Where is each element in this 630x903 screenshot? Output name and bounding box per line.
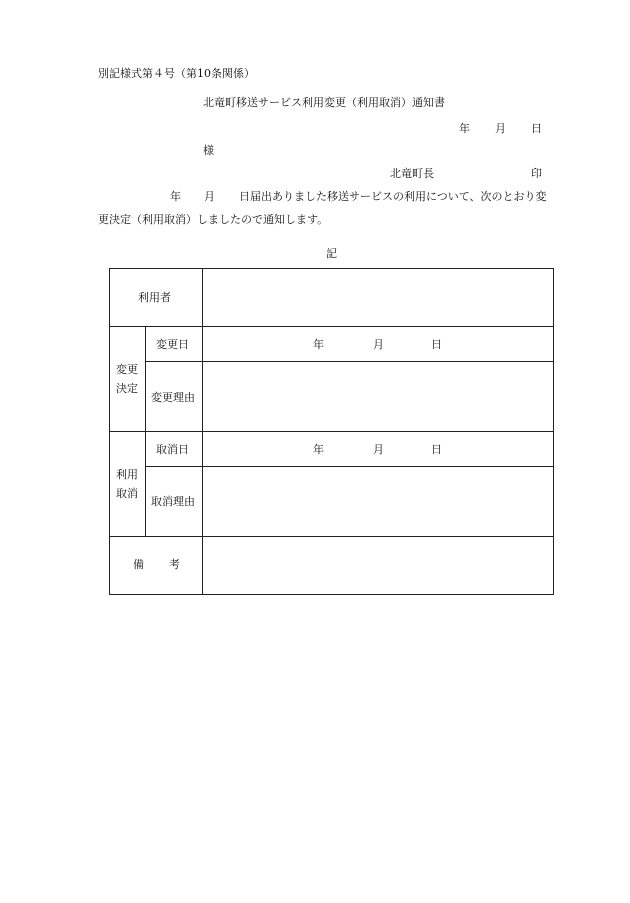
- issue-date-day: 日: [531, 122, 542, 135]
- remarks-label-part1: 備: [133, 558, 144, 571]
- addressee-suffix: 様: [203, 144, 214, 157]
- ki-mark: 記: [326, 247, 337, 260]
- cancel-reason-value-cell[interactable]: [203, 467, 553, 536]
- body-month: 月: [204, 190, 215, 203]
- change-date-year: 年: [313, 338, 324, 351]
- remarks-label-part2: 考: [169, 558, 180, 571]
- document-title: 北竜町移送サービス利用変更（利用取消）通知書: [203, 96, 445, 109]
- body-line1-text: 日届出ありました移送サービスの利用について、次のとおり変: [239, 190, 547, 203]
- seal-mark: 印: [531, 167, 542, 180]
- table-border-bottom: [109, 594, 554, 595]
- change-decision-label: [112, 360, 142, 398]
- body-year: 年: [170, 190, 181, 203]
- user-label: 利用者: [138, 291, 171, 304]
- change-date-label: 変更日: [156, 338, 189, 351]
- change-reason-value-cell[interactable]: [203, 362, 553, 431]
- change-date-day: 日: [431, 338, 442, 351]
- cancel-date-day: 日: [431, 443, 442, 456]
- change-decision-label-line1: 変更: [116, 363, 138, 376]
- change-reason-label: 変更理由: [151, 391, 195, 404]
- table-row-line: [109, 326, 554, 327]
- user-value-cell[interactable]: [203, 269, 553, 326]
- table-row-line: [109, 431, 554, 432]
- cancel-group-label-line2: 取消: [116, 487, 138, 500]
- issue-date-year: 年: [459, 122, 470, 135]
- remarks-value-cell[interactable]: [203, 537, 553, 594]
- cancel-date-month: 月: [373, 443, 384, 456]
- cancel-group-label-line1: 利用: [116, 468, 138, 481]
- sender-name: 北竜町長: [390, 167, 434, 180]
- cancel-date-year: 年: [313, 443, 324, 456]
- notice-table: [109, 268, 554, 595]
- cancel-date-label: 取消日: [156, 443, 189, 456]
- form-label: 別記様式第４号（第10条関係）: [98, 67, 255, 80]
- change-decision-label-line2: 決定: [116, 382, 138, 395]
- issue-date-month: 月: [495, 122, 506, 135]
- body-line2-text: 更決定（利用取消）しましたので通知します。: [98, 213, 329, 226]
- cancel-reason-label: 取消理由: [151, 495, 195, 508]
- change-date-month: 月: [373, 338, 384, 351]
- cancel-group-label: [112, 465, 142, 503]
